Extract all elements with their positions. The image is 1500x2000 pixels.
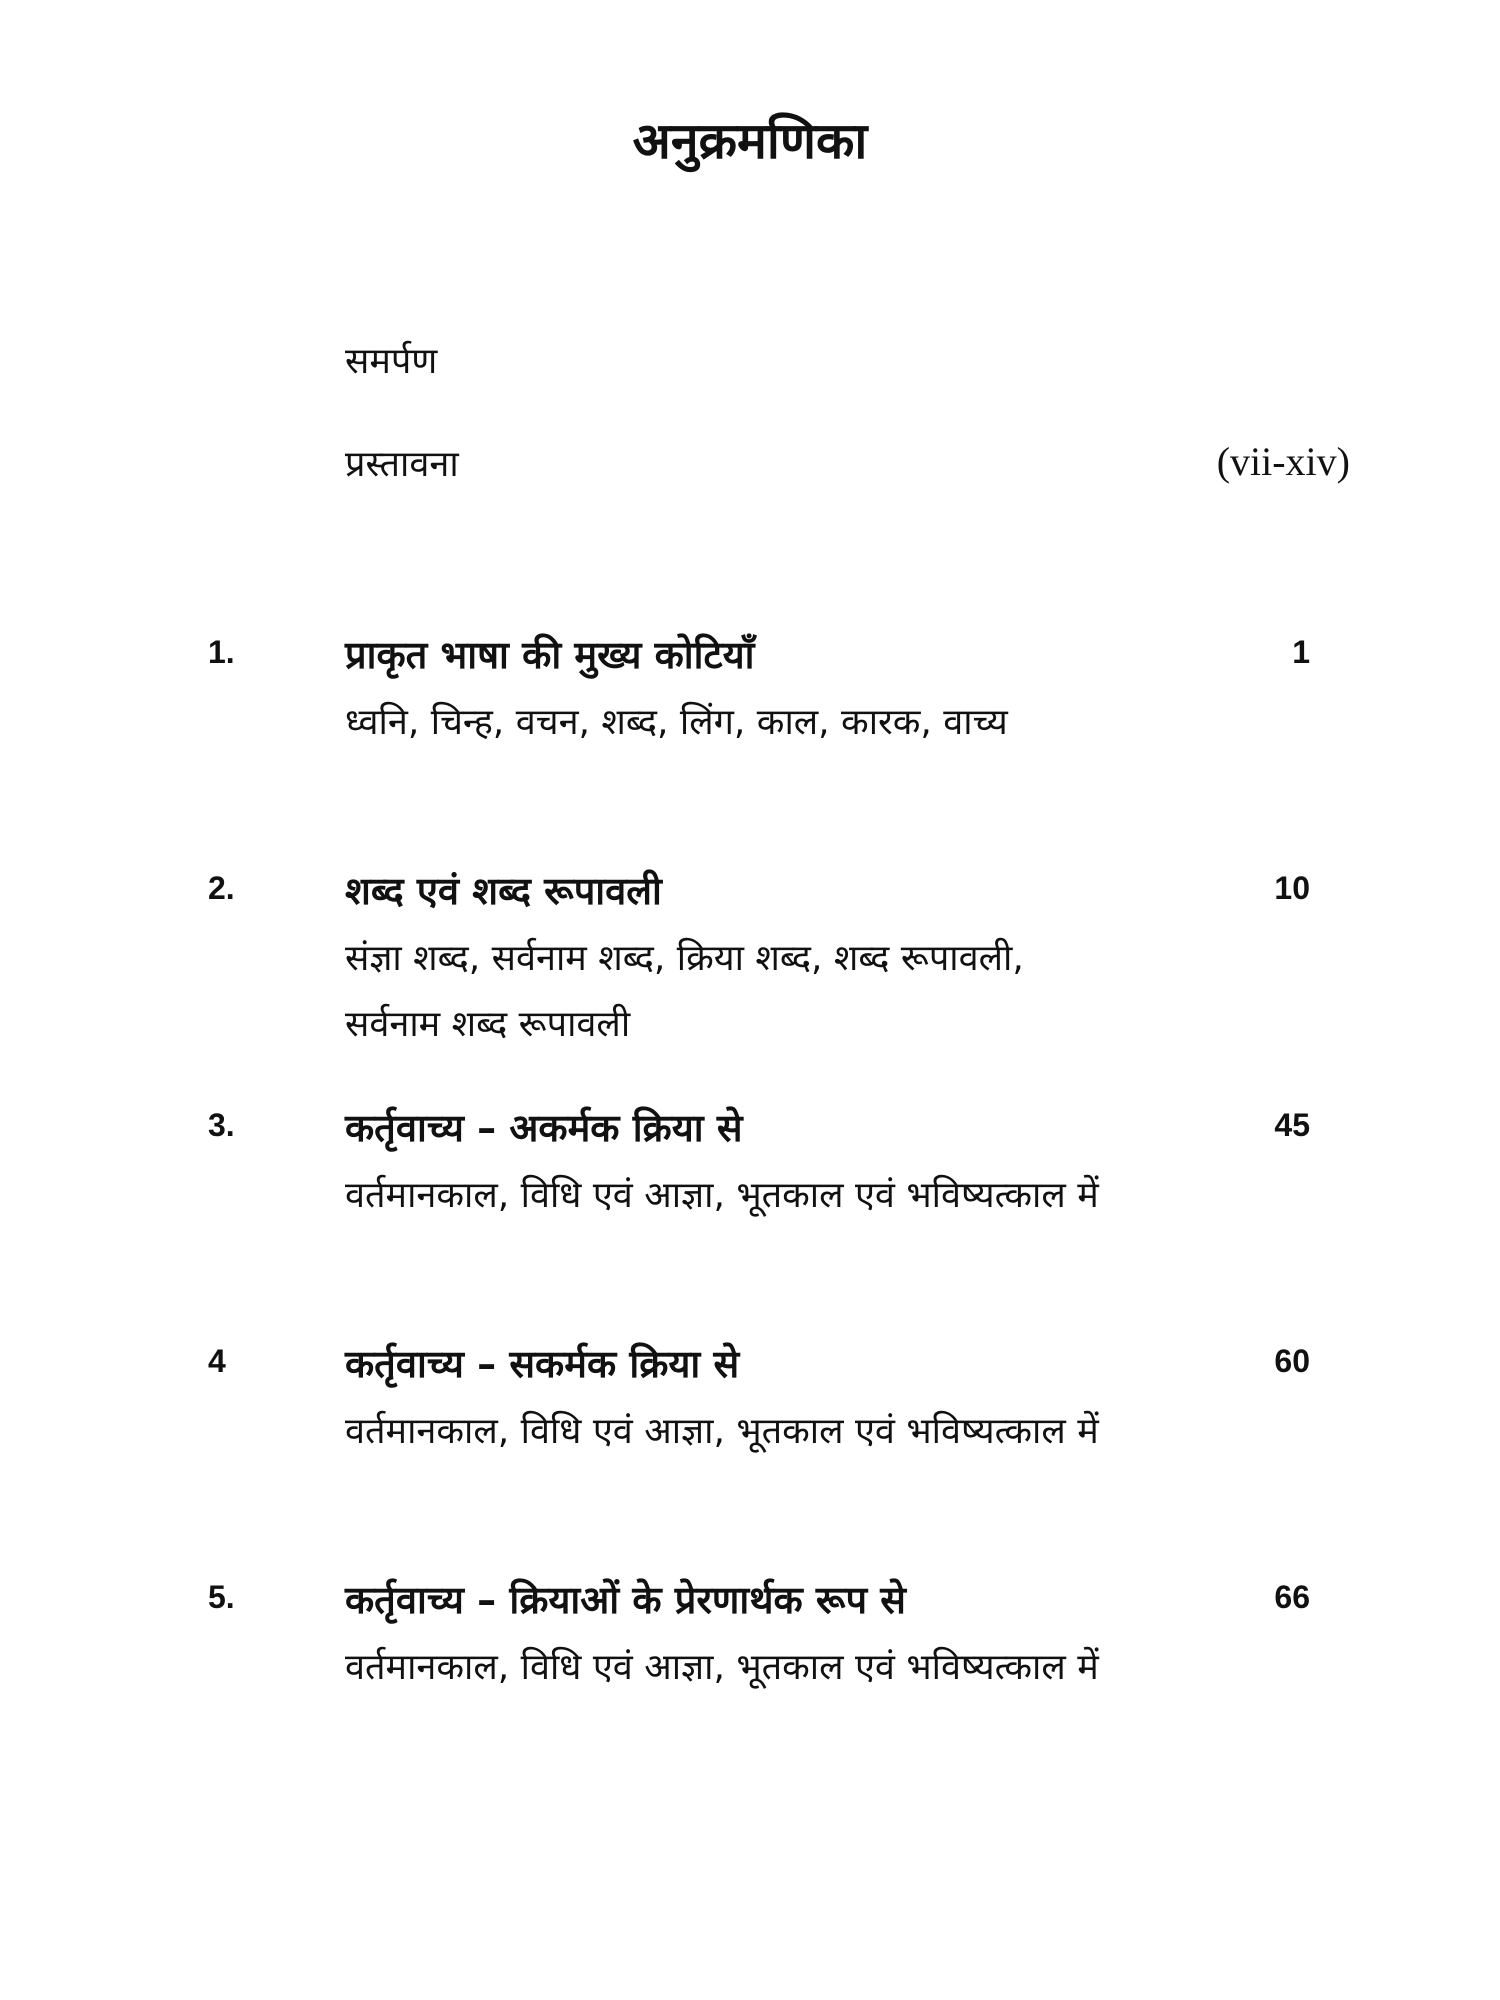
chapter-number: 2. [208, 870, 235, 906]
chapter-number: 4 [208, 1343, 226, 1379]
chapter-number: 1. [208, 634, 235, 670]
chapter-page: 1 [1292, 634, 1310, 670]
chapter-title: प्राकृत भाषा की मुख्य कोटियाँ [345, 633, 755, 677]
chapter-title: कर्तृवाच्य – क्रियाओं के प्रेरणार्थक रूप से [345, 1578, 906, 1622]
chapter-number: 5. [208, 1579, 235, 1615]
front-matter-pages: (vii-xiv) [1216, 439, 1350, 484]
page-title: अनुक्रमणिका [632, 112, 868, 170]
chapter-title: कर्तृवाच्य – अकर्मक क्रिया से [345, 1106, 743, 1150]
front-matter-label: समर्पण [345, 341, 438, 382]
chapter-description: ध्वनि, चिन्ह, वचन, शब्द, लिंग, काल, कारक, वाच्य [345, 702, 1008, 743]
chapter-description: वर्तमानकाल, विधि एवं आज्ञा, भूतकाल एवं भविष्यत्काल में [345, 1647, 1099, 1688]
chapter-description: वर्तमानकाल, विधि एवं आज्ञा, भूतकाल एवं भविष्यत्काल में [345, 1175, 1099, 1216]
chapter-page: 66 [1274, 1579, 1310, 1615]
chapter-title: कर्तृवाच्य – सकर्मक क्रिया से [345, 1342, 740, 1386]
front-matter-label: प्रस्तावना [345, 444, 459, 485]
chapter-description: वर्तमानकाल, विधि एवं आज्ञा, भूतकाल एवं भविष्यत्काल में [345, 1411, 1099, 1452]
chapter-number: 3. [208, 1107, 235, 1143]
chapter-title: शब्द एवं शब्द रूपावली [345, 869, 662, 913]
chapter-page: 10 [1274, 870, 1310, 906]
chapter-description: संज्ञा शब्द, सर्वनाम शब्द, क्रिया शब्द, शब्द रूपावली, सर्वनाम शब्द रूपावली [345, 938, 1024, 1045]
chapter-page: 60 [1274, 1343, 1310, 1379]
chapter-page: 45 [1274, 1107, 1310, 1143]
